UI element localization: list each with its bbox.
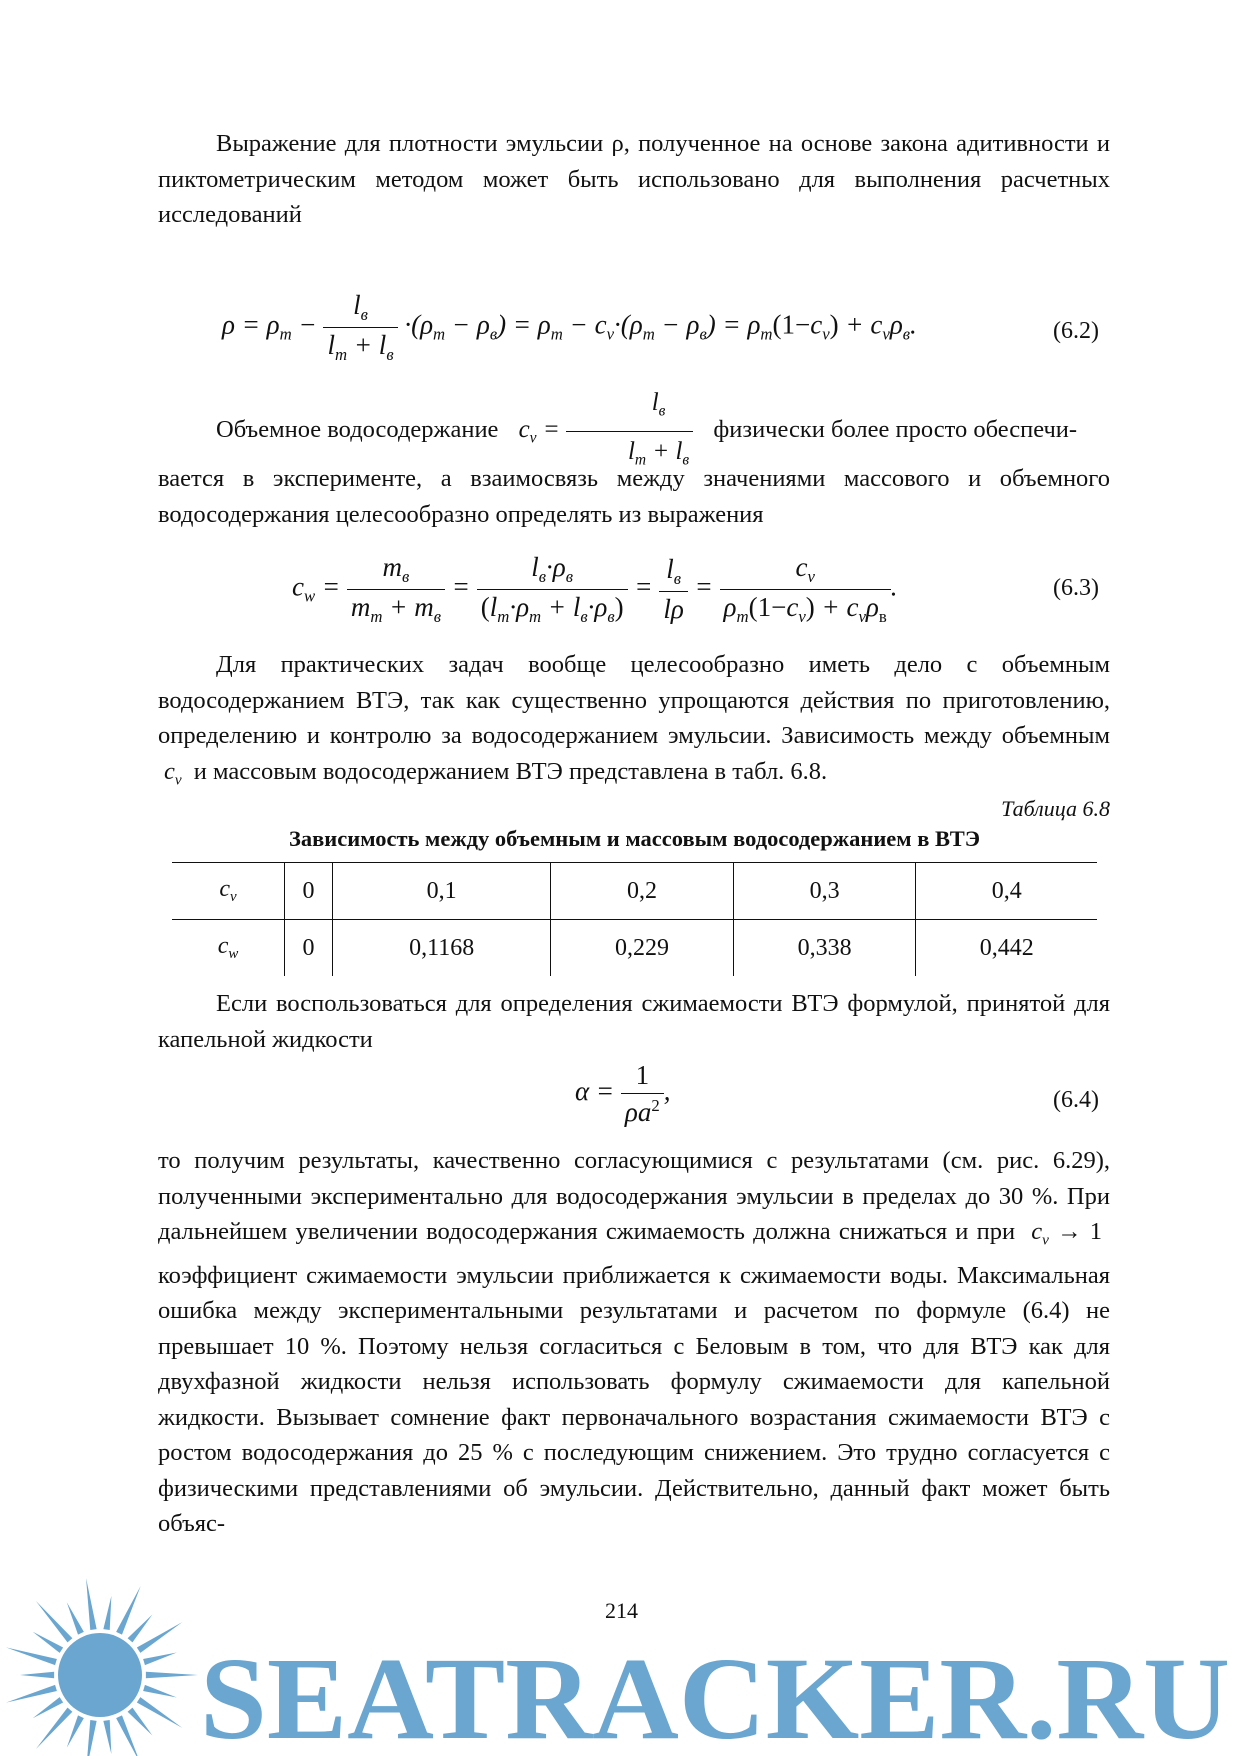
sun-ray	[116, 1586, 141, 1635]
sun-ray	[128, 1708, 153, 1736]
page-number: 214	[605, 1598, 638, 1623]
table-cell: 0,1168	[333, 920, 551, 977]
equation-6-3: $c_w$ = $\frac{m_в}{m_m + m_в}$ = $\frac{l_в\cdot\rho_в}{(l_m\cdot\rho_m + l_в\cdot\rho_в)}$ = $\frac{l_в}{l\rho}$ = $\frac{c_v}{\rho_m(1-c_v) + c_v\rho_в}$ .	[292, 552, 898, 626]
watermark-logo	[0, 1570, 1243, 1756]
equation-number-6-2: (6.2)	[1053, 318, 1099, 344]
sun-ray	[6, 1685, 57, 1703]
equation-number-6-3: (6.3)	[1053, 575, 1099, 601]
sun-ray	[67, 1602, 84, 1634]
sun-ray	[103, 1596, 111, 1630]
equation-number-6-4: (6.4)	[1053, 1087, 1099, 1113]
paragraph-3: вается в эксперименте, а взаимосвязь между значениями массового и объемного водосодержания целесообразно определять из выражения	[158, 465, 1110, 528]
table-row	[172, 920, 1097, 977]
paragraph-5: Если воспользоваться для определения сжимаемости ВТЭ формулой, принятой для капельной жидкости	[158, 990, 1110, 1053]
paragraph-4-end: и массовым водосодержанием ВТЭ представлена в табл. 6.8.	[193, 757, 828, 785]
table-cell: 0	[285, 863, 333, 920]
table-row	[172, 863, 1097, 920]
table-cell: 0,442	[979, 934, 1034, 961]
table-cell: 0,1	[333, 863, 551, 920]
paragraph-6-part-a: то получим результаты, качественно согласующимися с результатами (см. рис. 6.29), полученными экспериментально для водосодержания эмульсии в пределах до 30 %. При дальнейшем увеличении водосодержания сжимаемость должна снижаться и при	[158, 1147, 1110, 1245]
sun-ray	[67, 1715, 84, 1747]
table-cell: 0,229	[551, 920, 734, 977]
row-header-cw: $c_w$	[172, 920, 285, 977]
sun-ray	[86, 1720, 97, 1756]
sun-ray	[143, 1685, 177, 1698]
paragraph-4	[158, 647, 1110, 797]
paragraph-1: Выражение для плотности эмульсии ρ, полученное на основе закона адитивности и пиктометрическим методом может быть использовано для выполнения расчетных исследований	[158, 130, 1110, 228]
table-cell: 0,4	[916, 863, 1097, 920]
equation-6-4: α = $\frac{1}{\rho a^2}$ ,	[575, 1060, 671, 1127]
sun-ray	[128, 1615, 153, 1643]
water-content-table	[172, 862, 1097, 976]
table-cell: 0,3	[733, 863, 916, 920]
sun-ray	[33, 1697, 63, 1718]
sun-ray	[146, 1672, 198, 1678]
paragraph-2-start: Объемное водосодержание	[216, 416, 499, 444]
sun-icon	[6, 1578, 198, 1756]
cv-limit: $c_v \to 1$	[1031, 1218, 1103, 1249]
table-label: Таблица 6.8	[1001, 796, 1110, 821]
equation-6-2: $\rho = \rho_m$ − $\frac{l_в}{l_m + l_в}$ $\cdot(\rho_m - \rho_в) = \rho_m - c_v\cdot(\rho_m - \rho_в) = \rho_m(1-c_v) + c_v\rho_в$.	[222, 290, 917, 364]
table-cell: 0,338	[733, 920, 916, 977]
sun-ray	[6, 1647, 57, 1665]
watermark-text: SEATRACKER.RU	[200, 1633, 1230, 1756]
cv-definition: $c_v$ = $\frac{l_в}{l_m + l_в}$	[519, 416, 700, 443]
sun-ray	[20, 1672, 54, 1678]
paragraph-6-part-b: коэффициент сжимаемости эмульсии приближается к сжимаемости воды. Максимальная ошибка между экспериментальными результатами и расчетом по формуле (6.4) не превышает 10 %. Поэтому нельзя согласиться с Беловым в том, что для ВТЭ как для двухфазной жидкости нельзя использовать формулу сжимаемости для капельной жидкости. Вызывает сомнение факт первоначального возрастания сжимаемости ВТЭ с ростом водосодержания до 25 % с последующим снижением. Это трудно согласуется с физическими представлениями об эмульсии. Действительно, данный факт может быть объяс-	[158, 1261, 1110, 1538]
paragraph-6	[158, 1143, 1110, 1542]
sun-ray	[143, 1652, 177, 1665]
row-header-cv: $c_v$	[172, 863, 285, 920]
table-title: Зависимость между объемным и массовым водосодержанием в ВТЭ	[289, 826, 980, 851]
sun-ray	[33, 1632, 63, 1653]
sun-ray	[86, 1578, 97, 1630]
paragraph-2-end: физически более просто обеспечи-	[713, 416, 1078, 444]
cv-symbol: $c_v$	[164, 757, 182, 788]
paragraph-4-text: Для практических задач вообще целесообразно иметь дело с объемным водосодержанием ВТЭ, так как существенно упрощаются действия по приготовлению, определению и контролю за водосодержанием эмульсии. Зависимость между объемным	[158, 651, 1110, 749]
sun-ray	[103, 1720, 111, 1754]
table-cell: 0	[285, 920, 333, 977]
sun-ray	[116, 1715, 141, 1756]
table-cell: 0,2	[551, 863, 734, 920]
